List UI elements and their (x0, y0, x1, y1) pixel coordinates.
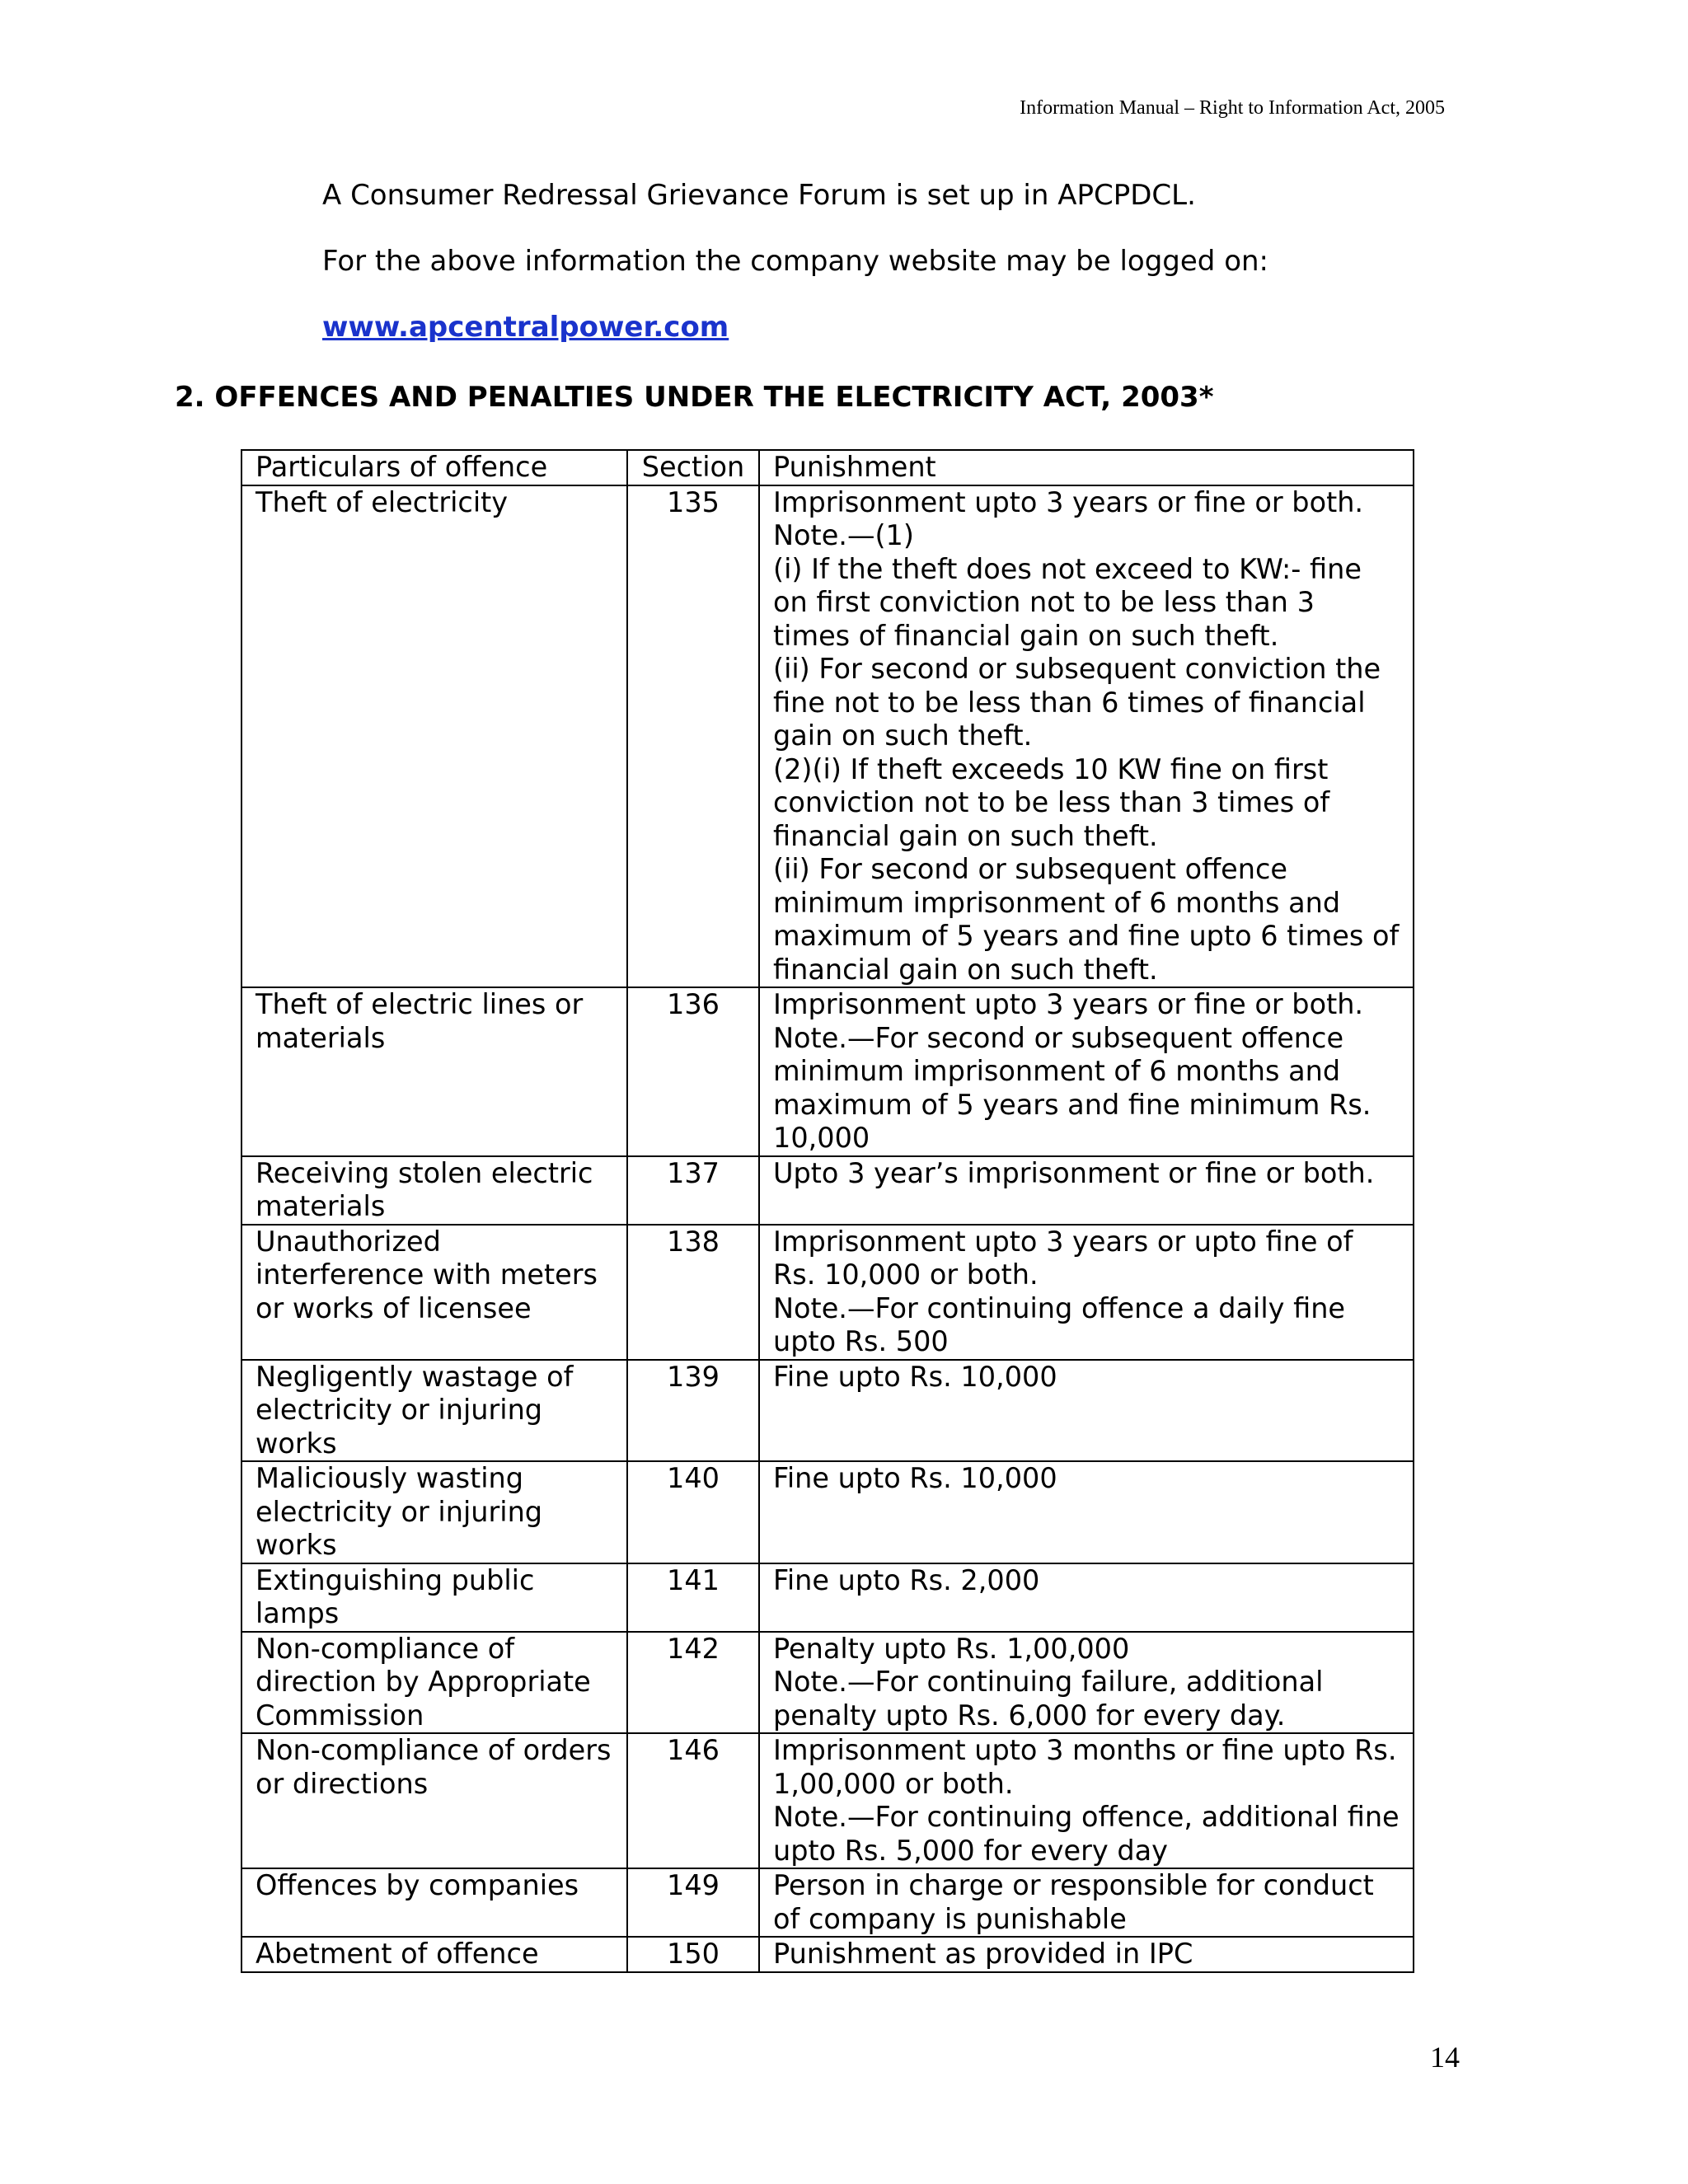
punishment-line: Imprisonment upto 3 years or fine or both. (773, 988, 1364, 1020)
punishment-cell (759, 1156, 1414, 1225)
offence-cell: Theft of electric lines or materials (241, 987, 627, 1156)
punishment-cell (759, 1733, 1414, 1868)
punishment-line: Imprisonment upto 3 years or fine or both. (773, 485, 1364, 518)
offence-cell: Offences by companies (241, 1868, 627, 1937)
column-header-section: Section (627, 450, 759, 485)
offence-cell: Non-compliance of direction by Appropriate Commission (241, 1632, 627, 1734)
section-cell: 140 (627, 1461, 759, 1563)
page-header: Information Manual – Right to Information Act, 2005 (1020, 97, 1445, 119)
punishment-cell (759, 1563, 1414, 1632)
offence-cell: Maliciously wasting electricity or injuring works (241, 1461, 627, 1563)
punishment-cell (759, 1868, 1414, 1937)
table-row (241, 1156, 1414, 1225)
offence-cell: Negligently wastage of electricity or injuring works (241, 1360, 627, 1462)
table-row (241, 1868, 1414, 1937)
table-row (241, 485, 1414, 988)
punishment-line: Penalty upto Rs. 1,00,000 (773, 1632, 1130, 1665)
section-cell: 137 (627, 1156, 759, 1225)
punishment-cell (759, 1225, 1414, 1360)
punishment-line: (i) If the theft does not exceed to KW:- fine on first conviction not to be less than 3 times of financial gain on such theft. (773, 552, 1362, 652)
section-cell: 150 (627, 1937, 759, 1972)
offence-cell: Theft of electricity (241, 485, 627, 988)
offence-cell: Non-compliance of orders or directions (241, 1733, 627, 1868)
punishment-line: Upto 3 year’s imprisonment or fine or both. (773, 1156, 1375, 1189)
punishment-line: Person in charge or responsible for conduct of company is punishable (773, 1869, 1374, 1935)
punishment-line: Note.—For continuing offence, additional fine upto Rs. 5,000 for every day (773, 1801, 1400, 1867)
page-number: 14 (1430, 2041, 1460, 2074)
punishment-cell (759, 1632, 1414, 1734)
punishment-cell (759, 1461, 1414, 1563)
punishment-line: Note.—For continuing failure, additional penalty upto Rs. 6,000 for every day. (773, 1666, 1324, 1732)
punishment-cell (759, 1360, 1414, 1462)
offence-cell: Unauthorized interference with meters or works of licensee (241, 1225, 627, 1360)
punishment-cell (759, 1937, 1414, 1972)
section-cell: 136 (627, 987, 759, 1156)
section-cell: 142 (627, 1632, 759, 1734)
website-link[interactable]: www.apcentralpower.com (322, 311, 729, 344)
offences-table (241, 449, 1414, 1973)
column-header-punishment: Punishment (759, 450, 1414, 485)
table-row (241, 1937, 1414, 1972)
punishment-line: Fine upto Rs. 10,000 (773, 1462, 1057, 1494)
section-cell: 146 (627, 1733, 759, 1868)
punishment-line: (ii) For second or subsequent offence minimum imprisonment of 6 months and maximum of 5 years and fine upto 6 times of financial gain on such theft. (773, 853, 1400, 986)
punishment-cell (759, 485, 1414, 988)
offence-cell: Abetment of offence (241, 1937, 627, 1972)
section-cell: 139 (627, 1360, 759, 1462)
punishment-line: (ii) For second or subsequent conviction the fine not to be less than 6 times of financial gain on such theft. (773, 653, 1381, 752)
section-cell: 135 (627, 485, 759, 988)
offence-cell: Extinguishing public lamps (241, 1563, 627, 1632)
section-cell: 138 (627, 1225, 759, 1360)
table-row (241, 987, 1414, 1156)
punishment-line: Punishment as provided in IPC (773, 1938, 1193, 1970)
punishment-line: Imprisonment upto 3 years or upto fine of Rs. 10,000 or both. (773, 1225, 1353, 1291)
table-row (241, 1225, 1414, 1360)
offence-cell: Receiving stolen electric materials (241, 1156, 627, 1225)
table-row (241, 1360, 1414, 1462)
table-row (241, 1563, 1414, 1632)
table-row (241, 1461, 1414, 1563)
table-row (241, 1632, 1414, 1734)
section-cell: 141 (627, 1563, 759, 1632)
punishment-cell (759, 987, 1414, 1156)
punishment-line: Note.—For second or subsequent offence minimum imprisonment of 6 months and maximum of 5 years and fine minimum Rs. 10,000 (773, 1021, 1372, 1154)
punishment-line: Imprisonment upto 3 months or fine upto Rs. 1,00,000 or both. (773, 1734, 1397, 1800)
section-heading: 2. OFFENCES AND PENALTIES UNDER THE ELECTRICITY ACT, 2003* (175, 381, 1214, 414)
punishment-line: Note.—(1) (773, 519, 914, 551)
table-row (241, 1733, 1414, 1868)
website-instruction-text: For the above information the company website may be logged on: (322, 245, 1268, 278)
punishment-line: Fine upto Rs. 2,000 (773, 1563, 1040, 1596)
table-body (241, 485, 1414, 1972)
punishment-line: Note.—For continuing offence a daily fine upto Rs. 500 (773, 1291, 1346, 1357)
table-header-row (241, 450, 1414, 485)
section-cell: 149 (627, 1868, 759, 1937)
punishment-line: (2)(i) If theft exceeds 10 KW fine on first conviction not to be less than 3 times of financial gain on such theft. (773, 752, 1330, 852)
column-header-offence: Particulars of offence (241, 450, 627, 485)
forum-text: A Consumer Redressal Grievance Forum is set up in APCPDCL. (322, 179, 1196, 212)
punishment-line: Fine upto Rs. 10,000 (773, 1360, 1057, 1393)
